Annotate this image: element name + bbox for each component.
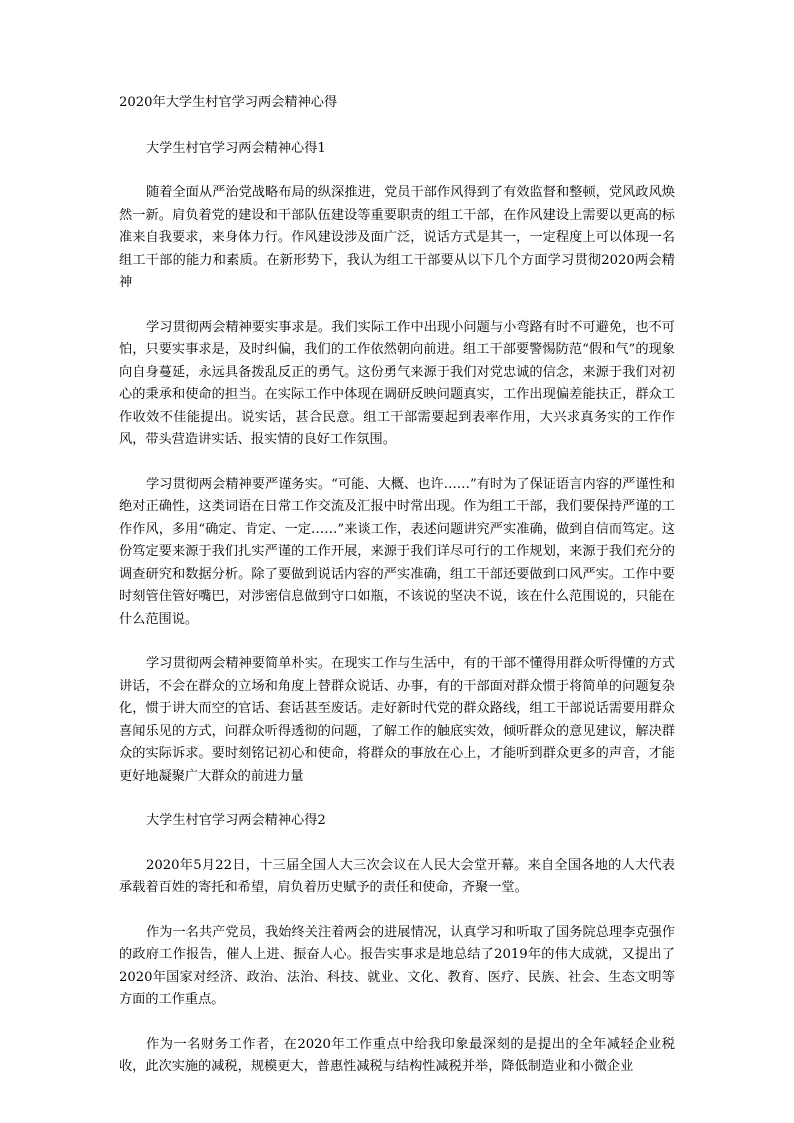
section-heading-2: 大学生村官学习两会精神心得2 xyxy=(146,813,326,828)
spacer xyxy=(119,900,675,922)
paragraph: 学习贯彻两会精神要简单朴实。在现实工作与生活中，有的干部不懂得用群众听得懂的方式讲话，不会在群众的立场和角度上替群众说话、办事，有的干部面对群众惯于将简单的问题复杂化，惯于讲大而空的官话、套话甚至废话。走好新时代党的群众路线，组工干部说话需要用群众喜闻乐见的方式，问群众听得透彻的问题，了解工作的触底实效，倾听群众的意见建议，解决群众的实际诉求。要时刻铭记初心和使命，将群众的事放在心上，才能听到群众更多的声音，才能更好地凝聚广大群众的前进力量 xyxy=(119,656,675,784)
spacer xyxy=(119,833,675,855)
spacer xyxy=(119,160,675,182)
paragraph: 2020年5月22日，十三届全国人大三次会议在人民大会堂开幕。来自全国各地的人大代表承载着百姓的寄托和希望，肩负着历史赋予的责任和使命，齐聚一堂。 xyxy=(119,857,675,895)
paragraph: 学习贯彻两会精神要严谨务实。“可能、大概、也许……”有时为了保证语言内容的严谨性和绝对正确性，这类词语在日常工作交流及汇报中时常出现。作为组工干部，我们要保持严谨的工作作风，多用“确定、肯定、一定……”来谈工作，表述问题讲究严实准确，做到自信而笃定。这份笃定要来源于我们扎实严谨的工作开展，来源于我们详尽可行的工作规划，来源于我们充分的调查研究和数据分析。除了要做到说话内容的严实准确，组工干部还要做到口风严实。工作中要时刻管住管好嘴巴，对涉密信息做到守口如瓶，不该说的坚决不说，该在什么范围说的，只能在什么范围说。 xyxy=(119,476,675,627)
paragraph: 作为一名财务工作者，在2020年工作重点中给我印象最深刻的是提出的全年减轻企业税收，此次实施的减税，规模更大，普惠性减税与结构性减税并举，降低制造业和小微企业 xyxy=(119,1036,675,1074)
document-page xyxy=(119,92,675,1079)
spacer xyxy=(119,115,675,138)
document-title: 2020年大学生村官学习两会精神心得 xyxy=(119,95,338,110)
spacer xyxy=(119,295,675,317)
section-heading-1: 大学生村官学习两会精神心得1 xyxy=(146,140,326,156)
spacer xyxy=(119,1012,675,1034)
paragraph: 作为一名共产党员，我始终关注着两会的进展情况，认真学习和听取了国务院总理李克强作的政府工作报告，催人上进、振奋人心。报告实事求是地总结了2019年的伟大成就，又提出了2020年国家对经济、政治、法治、科技、就业、文化、教育、医疗、民族、社会、生态文明等方面的工作重点。 xyxy=(119,924,675,1007)
paragraph: 随着全面从严治党战略布局的纵深推进，党员干部作风得到了有效监督和整顿，党风政风焕然一新。肩负着党的建设和干部队伍建设等重要职责的组工干部，在作风建设上需要以更高的标准来自我要求，来身体力行。作风建设涉及面广泛，说话方式是其一，一定程度上可以体现一名组工干部的能力和素质。在新形势下，我认为组工干部要从以下几个方面学习贯彻2020两会精神 xyxy=(119,185,675,290)
paragraph: 学习贯彻两会精神要实事求是。我们实际工作中出现小问题与小弯路有时不可避免，也不可怕，只要实事求是，及时纠偏，我们的工作依然朝向前进。组工干部要警惕防范“假和气”的现象向自身蔓延，永远具备拨乱反正的勇气。这份勇气来源于我们对党忠诚的信念，来源于我们对初心的秉承和使命的担当。在实际工作中体现在调研反映问题真实，工作出现偏差能扶正，群众工作收效不佳能提出。说实话，甚合民意。组工干部需要起到表率作用，大兴求真务实的工作作风，带头营造讲实话、报实情的良好工作氛围。 xyxy=(119,319,675,447)
spacer xyxy=(119,788,675,810)
spacer xyxy=(119,631,675,653)
spacer xyxy=(119,452,675,474)
